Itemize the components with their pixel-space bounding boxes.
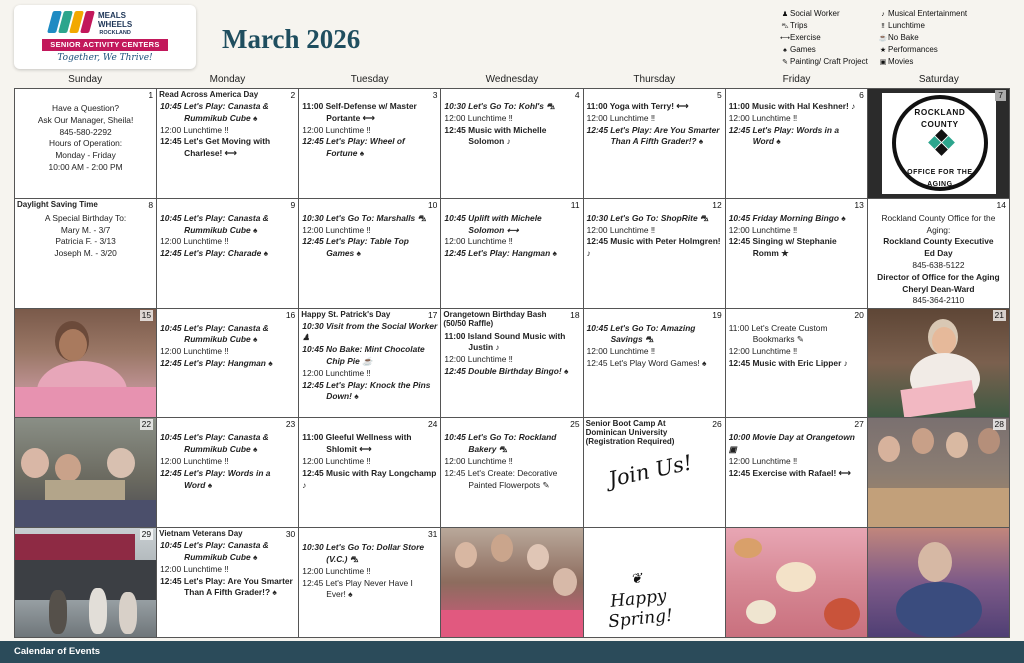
- legend-item-exercise: ⟷Exercise: [780, 33, 821, 42]
- weekday-tuesday: Tuesday: [350, 74, 389, 85]
- day-number: 19: [712, 309, 722, 320]
- day-cell-23: 23 10:45 Let's Play: Canasta & Rummikub Cube ♠ 12:00 Lunchtime ‼ 12:45 Let's Play: Words in a Word ♠: [157, 418, 299, 528]
- holiday-title: Read Across America Day: [159, 90, 259, 99]
- day-number: 5: [716, 90, 722, 100]
- photo-woman-with-cake: [868, 309, 1009, 418]
- day-cell-25: 25 10:45 Let's Go To: Rockland Bakery ⛍ 12:00 Lunchtime ‼ 12:45 Let's Create: Decorative Painted Flowerpots ✎: [441, 418, 583, 528]
- day-number: 22: [141, 419, 152, 430]
- photo-group-eating: [868, 418, 1009, 527]
- social-worker-icon: ♟: [781, 11, 789, 18]
- day-number: 8: [148, 199, 154, 210]
- day-number: 28: [994, 419, 1004, 430]
- day-cell-6: 6 11:00 Music with Hal Keshner! ♪ 12:00 Lunchtime ‼ 12:45 Let's Play: Words in a Word ♠: [726, 89, 868, 199]
- day-cell-21: [868, 309, 1010, 419]
- calendar-grid: [14, 88, 1010, 638]
- holiday-title: Vietnam Veterans Day: [159, 529, 243, 539]
- day-cell-28: [868, 418, 1010, 528]
- day-number: 30: [285, 529, 296, 540]
- logo-tagline: Together, We Thrive!: [57, 53, 153, 63]
- day-number: 11: [570, 199, 580, 210]
- day-cell-8: 8 Daylight Saving Time A Special Birthday To: Mary M. - 3/7 Patricia F. - 3/13 Joseph M. - 3/20: [15, 199, 157, 309]
- photo-cooking-group: [441, 528, 583, 638]
- day-cell-10: 10 10:30 Let's Go To: Marshalls ⛍ 12:00 Lunchtime ‼ 12:45 Let's Play: Table Top Games ♠: [299, 199, 441, 309]
- day-number: 4: [574, 90, 580, 100]
- office-for-aging-logo: [882, 93, 996, 194]
- day-number: 1: [148, 90, 154, 100]
- day-cell-27: 27 10:00 Movie Day at Orangetown ▣ 12:00 Lunchtime ‼ 12:45 Exercise with Rafael! ⟷: [726, 418, 868, 528]
- nobake-icon: ☕: [878, 35, 888, 42]
- trips-icon: ⛍: [781, 23, 789, 30]
- legend-item-lunch: ‼ Lunchtime: [878, 20, 967, 32]
- weekday-sunday: Sunday: [68, 74, 103, 85]
- day-number: 16: [285, 309, 296, 320]
- day-number: 20: [854, 309, 864, 320]
- day-cell-2: 2 Read Across America Day 10:45 Let's Play: Canasta & Rummikub Cube ♠ 12:00 Lunchtime ‼ 12:45 Let's Get Moving with Charlese! ⟷: [157, 89, 299, 199]
- day-cell-17: 17 Happy St. Patrick's Day 10:30 Visit from the Social Worker ♟ 10:45 No Bake: Mint Chocolate Chip Pie ☕ 12:00 Lunchtime ‼ 12:45 Let's Play: Knock the Pins Down! ♠: [299, 309, 441, 419]
- happy-spring-cell: [584, 528, 726, 638]
- day-number: 2: [290, 90, 296, 100]
- day-number: 9: [290, 199, 296, 210]
- weekday-friday: Friday: [782, 74, 811, 85]
- day-cell-12: 12 10:30 Let's Go To: ShopRite ⛍ 12:00 Lunchtime ‼ 12:45 Music with Peter Holmgren! ♪: [584, 199, 726, 309]
- day-number: 3: [432, 90, 438, 100]
- day-cell-14: 14 Rockland County Office for the Aging: Rockland County Executive Ed Day 845-638-5122 Director of Office for the Aging Cheryl Dean-Ward 845-364-2110: [868, 199, 1010, 309]
- legend-item-painting: ✎ Painting/ Craft Project: [780, 56, 868, 68]
- photo-smiling-woman: [15, 309, 156, 418]
- legend-column-2: [878, 8, 967, 68]
- join-us-lettering: Join Us!: [605, 450, 694, 492]
- legend-column-1: [780, 8, 868, 68]
- diamond-cluster-icon: [930, 131, 954, 155]
- day-cell-22: [15, 418, 157, 528]
- day-cell-5: 5 11:00 Yoga with Terry! ⟷ 12:00 Lunchtime ‼ 12:45 Let's Play: Are You Smarter Than A Fifth Grader!? ♠: [584, 89, 726, 199]
- weekday-saturday: Saturday: [918, 74, 959, 85]
- day-cell-4: 4 10:30 Let's Go To: Kohl's ⛍ 12:00 Lunchtime ‼ 12:45 Music with Michelle Solomon ♪: [441, 89, 583, 199]
- day-cell-11: 11 10:45 Uplift with Michele Solomon ⟷ 12:00 Lunchtime ‼ 12:45 Let's Play: Hangman ♠: [441, 199, 583, 309]
- day-cell-9: 9 10:45 Let's Play: Canasta & Rummikub Cube ♠ 12:00 Lunchtime ‼ 12:45 Let's Play: Charade ♠: [157, 199, 299, 309]
- day-cell-20: 20 11:00 Let's Create Custom Bookmarks ✎ 12:00 Lunchtime ‼ 12:45 Music with Eric Lipper ♪: [726, 309, 868, 419]
- day-cell-7: [868, 89, 1010, 199]
- footer-label: Calendar of Events: [14, 646, 101, 657]
- day-number: 14: [996, 199, 1006, 210]
- day-number: 25: [570, 419, 580, 430]
- legend-item-performance: ★ Performances: [879, 45, 938, 54]
- day-number: 23: [285, 419, 296, 430]
- page-title: March 2026: [222, 24, 361, 54]
- photo-bakery-storefront: [15, 528, 156, 637]
- legend-item-movie: ▣ Movies: [879, 57, 914, 66]
- day-number: 18: [570, 309, 580, 320]
- holiday-title: Orangetown Birthday Bash (50/50 Raffle): [443, 309, 547, 328]
- painting-icon: ✎: [782, 59, 788, 66]
- photo-seniors-at-table: [15, 418, 156, 527]
- legend-item-music: ♪ Musical Entertainment: [878, 8, 967, 20]
- day-cell-24: 24 11:00 Gleeful Wellness with Shlomit ⟷ 12:00 Lunchtime ‼ 12:45 Music with Ray Longchamp ♪: [299, 418, 441, 528]
- day-cell-26: [584, 418, 726, 528]
- day-number: 6: [859, 90, 864, 100]
- day-cell-31: 31 10:30 Let's Go To: Dollar Store (V.C.) ⛍ 12:00 Lunchtime ‼ 12:45 Let's Play Never Have I Ever! ♠: [299, 528, 441, 638]
- weekday-header-row: [14, 72, 1010, 88]
- day-number: 15: [141, 309, 152, 320]
- day-cell-29: [15, 528, 157, 638]
- lunch-icon: ‼: [881, 23, 885, 30]
- logo-band: SENIOR ACTIVITY CENTERS: [42, 39, 168, 51]
- day-cell-19: 19 10:45 Let's Go To: Amazing Savings ⛍ 12:00 Lunchtime ‼ 12:45 Let's Play Word Games! ♠: [584, 309, 726, 419]
- happy-spring-lettering: ❦ Happy Spring!: [606, 570, 674, 633]
- logo-words: MEALS WHEELS ROCKLAND: [98, 11, 133, 36]
- day-number: 29: [141, 529, 152, 540]
- performance-icon: ★: [879, 47, 887, 54]
- legend-item-nobake: ☕No Bake: [878, 33, 919, 42]
- day-cell-1: 1 Have a Question? Ask Our Manager, Sheila! 845-580-2292 Hours of Operation: Monday - Friday 10:00 AM - 2:00 PM: [15, 89, 157, 199]
- weekday-thursday: Thursday: [633, 74, 676, 85]
- weekday-monday: Monday: [209, 74, 246, 85]
- legend-item-social-worker: ♟ Social Worker: [781, 9, 840, 18]
- day-cell-15: [15, 309, 157, 419]
- music-icon: ♪: [881, 11, 885, 18]
- day-cell-13: 13 10:45 Friday Morning Bingo ♠ 12:00 Lunchtime ‼ 12:45 Singing w/ Stephanie Romm ★: [726, 199, 868, 309]
- exercise-icon: ⟷: [780, 35, 791, 42]
- page-header: [0, 0, 1024, 72]
- day-number: 7: [995, 90, 1006, 101]
- legend-item-trips: ⛍Trips: [781, 21, 808, 30]
- day-cell-18: 18 Orangetown Birthday Bash (50/50 Raffle) 11:00 Island Sound Music with Justin ♪ 12:00 Lunchtime ‼ 12:45 Double Birthday Bingo! ♠: [441, 309, 583, 419]
- day-number: 24: [427, 419, 438, 430]
- day-number: 21: [994, 309, 1004, 320]
- day-cell-3: 3 11:00 Self-Defense w/ Master Portante ⟷ 12:00 Lunchtime ‼ 12:45 Let's Play: Wheel of Fortune ♠: [299, 89, 441, 199]
- holiday-title: Senior Boot Camp At Dominican University (Registration Required): [585, 419, 675, 447]
- photo-party-food-table: [726, 528, 868, 638]
- rockland-county-seal: ROCKLAND COUNTY OFFICE FOR THE AGING: [892, 95, 988, 191]
- day-number: 10: [427, 199, 438, 210]
- day-cell-16: 16 10:45 Let's Play: Canasta & Rummikub Cube ♠ 12:00 Lunchtime ‼ 12:45 Let's Play: Hangman ♠: [157, 309, 299, 419]
- day-number: 26: [712, 419, 722, 430]
- photo-senior-woman-smiling: [868, 528, 1010, 638]
- day-number: 31: [427, 529, 438, 540]
- holiday-title: Happy St. Patrick's Day: [301, 309, 391, 319]
- movie-icon: ▣: [879, 59, 887, 66]
- day-cell-30: 30 Vietnam Veterans Day 10:45 Let's Play: Canasta & Rummikub Cube ♠ 12:00 Lunchtime ‼ 12:45 Let's Play: Are You Smarter Than A Fifth Grader!? ♠: [157, 528, 299, 638]
- legend-item-games: ♠ Games: [780, 44, 868, 56]
- meals-on-wheels-logo: [14, 5, 196, 69]
- day-number: 27: [854, 419, 864, 430]
- page-footer: [0, 641, 1024, 663]
- day-number: 13: [854, 199, 864, 210]
- day-number: 17: [427, 309, 438, 320]
- day-number: 12: [712, 199, 722, 210]
- games-icon: ♠: [783, 47, 787, 54]
- butterfly-icon: ❦: [629, 570, 643, 588]
- weekday-wednesday: Wednesday: [485, 74, 539, 85]
- holiday-title: Daylight Saving Time: [17, 199, 98, 209]
